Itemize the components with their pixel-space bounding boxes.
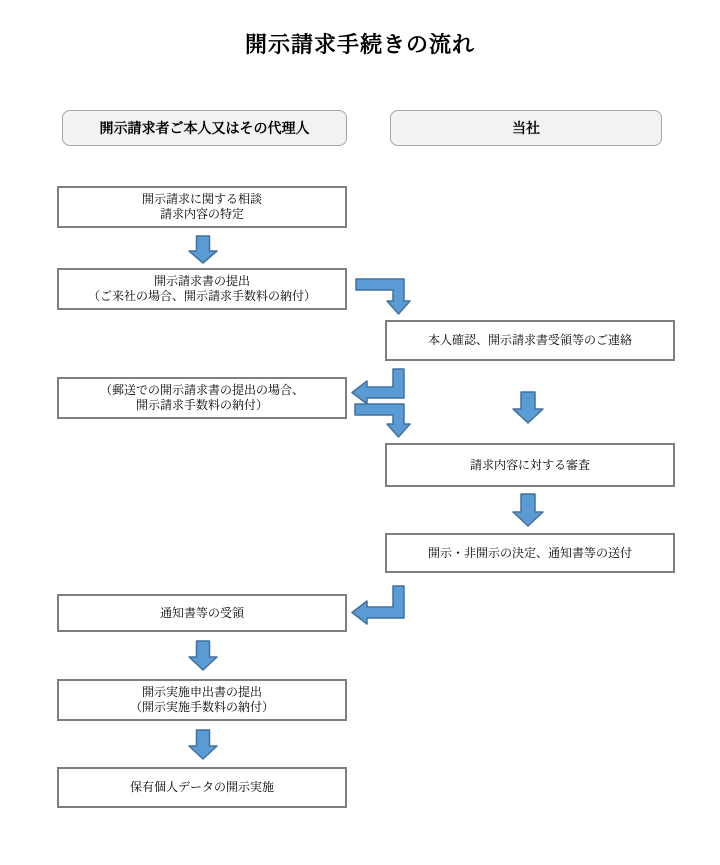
- step-box-mail-fee: [57, 377, 347, 419]
- step-box-decision: [385, 533, 675, 573]
- step-consultation-line2: 請求内容の特定: [159, 207, 244, 221]
- step-identity-check-line1: 本人確認、開示請求書受領等のご連絡: [427, 333, 632, 347]
- step-implementation-request-line2: （開示実施手数料の納付）: [129, 700, 274, 714]
- arrow-mail-fee-to-review: [355, 404, 410, 437]
- step-box-receive-notice: [57, 594, 347, 632]
- arrow-submit-request-to-identity-check: [356, 279, 410, 314]
- step-box-review: [385, 443, 675, 487]
- step-decision-line1: 開示・非開示の決定、通知書等の送付: [427, 545, 632, 560]
- arrow-identity-check-to-review: [513, 392, 543, 423]
- step-consultation-line1: 開示請求に関する相談: [141, 192, 262, 206]
- arrow-implementation-request-to-disclosure: [189, 730, 217, 759]
- lane-header-requester: [62, 110, 347, 146]
- step-mail-fee-line1: （郵送での開示請求書の提出の場合、: [99, 383, 304, 397]
- step-review-line1: 請求内容に対する審査: [469, 457, 590, 472]
- arrow-identity-check-to-mail-fee: [352, 369, 404, 404]
- arrow-decision-to-receive-notice: [352, 586, 404, 624]
- step-disclosure-line1: 保有個人データの開示実施: [129, 780, 274, 794]
- step-box-submit-request: [57, 268, 347, 310]
- lane-header-company-label: 当社: [512, 120, 540, 136]
- arrow-consultation-to-submit-request: [189, 236, 217, 263]
- arrow-receive-notice-to-implementation-request: [189, 641, 217, 670]
- arrow-review-to-decision: [513, 494, 543, 526]
- step-box-consultation: [57, 186, 347, 228]
- lane-header-company: [390, 110, 662, 146]
- step-receive-notice-line1: 通知書等の受領: [159, 605, 244, 620]
- step-submit-request-line1: 開示請求書の提出: [153, 274, 250, 288]
- step-box-identity-check: [385, 320, 675, 361]
- step-box-disclosure: [57, 767, 347, 808]
- lane-header-requester-label: 開示請求者ご本人又はその代理人: [99, 120, 310, 136]
- diagram-title: 開示請求手続きの流れ: [244, 32, 475, 57]
- step-submit-request-line2: （ご来社の場合、開示請求手数料の納付）: [87, 289, 316, 303]
- step-implementation-request-line1: 開示実施申出書の提出: [141, 685, 262, 699]
- step-box-implementation-request: [57, 679, 347, 721]
- step-mail-fee-line2: 開示請求手数料の納付）: [135, 398, 268, 412]
